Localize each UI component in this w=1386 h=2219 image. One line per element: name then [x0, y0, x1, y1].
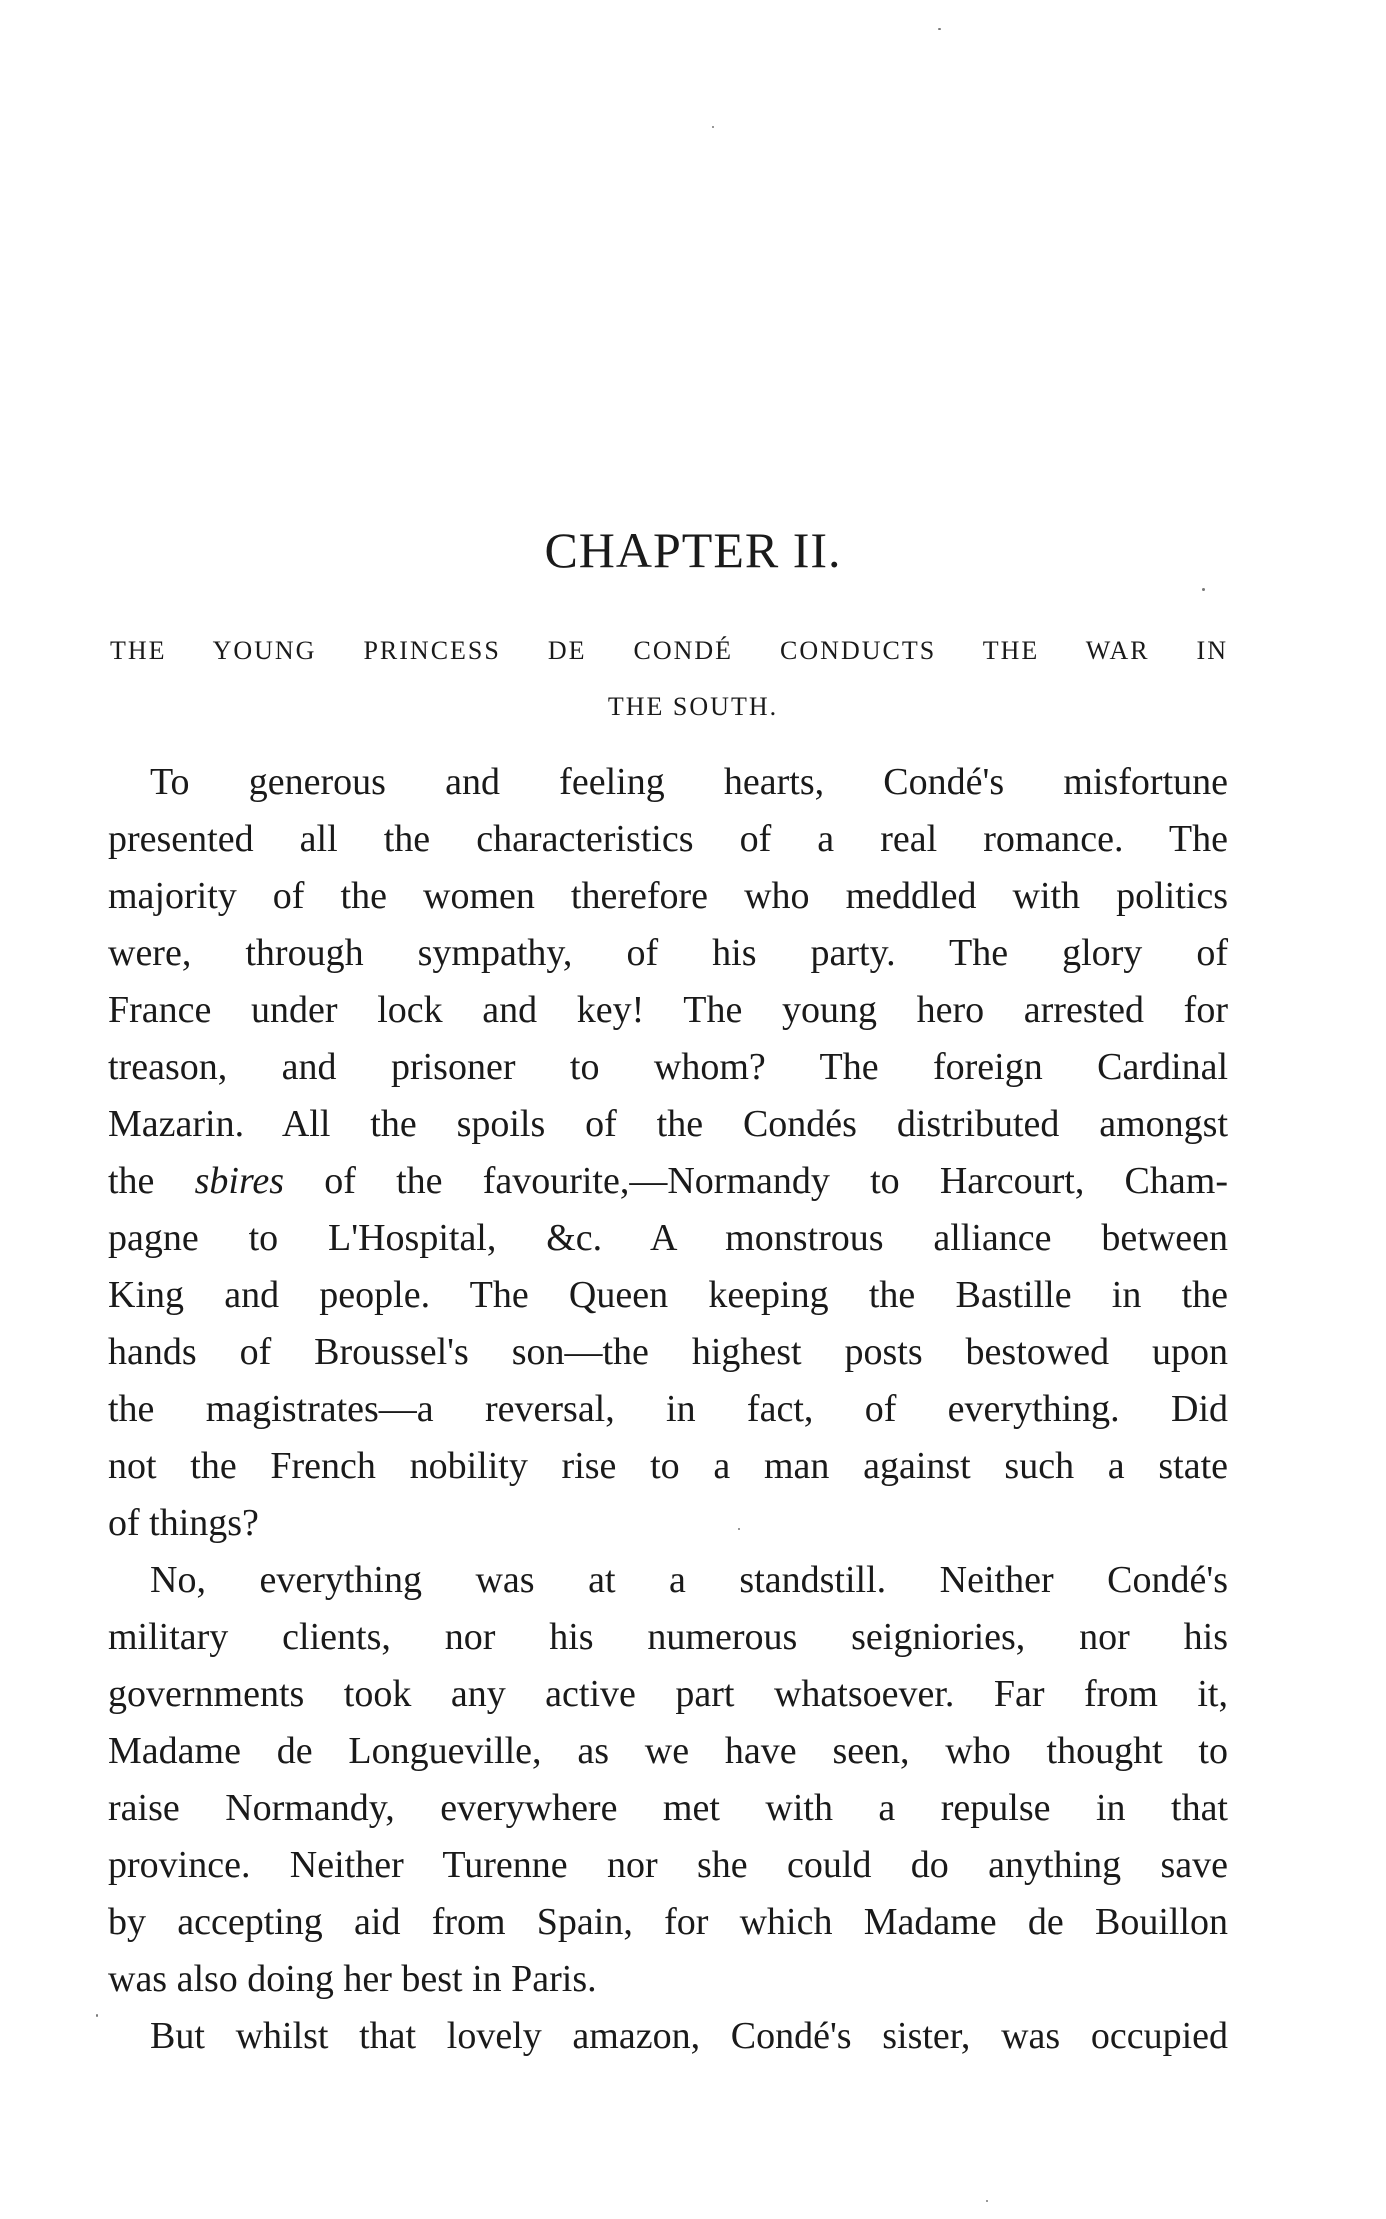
paper-speck — [1202, 588, 1205, 591]
text-line: Madame de Longueville, as we have seen, who thought to — [108, 1730, 1228, 1772]
text-line: hands of Broussel's son—the highest posts bestowed upon — [108, 1331, 1228, 1373]
italic-word: sbires — [194, 1160, 285, 1202]
text-line: majority of the women therefore who meddled with politics — [108, 875, 1228, 917]
paper-speck — [712, 126, 714, 128]
body-text — [108, 754, 1228, 2065]
text-line: No, everything was at a standstill. Neither Condé's — [150, 1559, 1228, 1601]
text-line: was also doing her best in Paris. — [108, 1958, 597, 2000]
text-line: province. Neither Turenne nor she could do anything save — [108, 1844, 1228, 1886]
text-line: the magistrates—a reversal, in fact, of everything. Did — [108, 1388, 1228, 1430]
text-line: treason, and prisoner to whom? The foreign Cardinal — [108, 1046, 1228, 1088]
text-line: of things? — [108, 1502, 259, 1544]
text-line: by accepting aid from Spain, for which Madame de Bouillon — [108, 1901, 1228, 1943]
chapter-title: CHAPTER II. — [544, 522, 842, 578]
text-line: Mazarin. All the spoils of the Condés distributed amongst — [108, 1103, 1228, 1145]
text-line: France under lock and key! The young hero arrested for — [108, 989, 1228, 1031]
chapter-subtitle-line-2: THE SOUTH. — [607, 692, 779, 721]
text-line: governments took any active part whatsoever. Far from it, — [108, 1673, 1228, 1715]
text-line: were, through sympathy, of his party. The glory of — [108, 932, 1228, 974]
text-line: pagne to L'Hospital, &c. A monstrous alliance between — [108, 1217, 1228, 1259]
text-line: To generous and feeling hearts, Condé's misfortune — [150, 761, 1228, 803]
paper-speck — [938, 28, 941, 30]
paper-speck — [96, 2014, 98, 2017]
text-line: presented all the characteristics of a real romance. The — [108, 818, 1228, 860]
chapter-subtitle-line-1: THE YOUNG PRINCESS DE CONDÉ CONDUCTS THE WAR IN — [110, 636, 1228, 665]
text-line: But whilst that lovely amazon, Condé's sister, was occupied — [150, 2015, 1228, 2057]
text-line: military clients, nor his numerous seigniories, nor his — [108, 1616, 1228, 1658]
text-line: not the French nobility rise to a man against such a state — [108, 1445, 1228, 1487]
paper-speck — [986, 2200, 988, 2202]
paper-speck — [738, 1528, 740, 1530]
text-line: raise Normandy, everywhere met with a repulse in that — [108, 1787, 1228, 1829]
text-line: the sbires of the favourite,—Normandy to Harcourt, Cham- — [108, 1160, 1228, 1202]
text-line: King and people. The Queen keeping the Bastille in the — [108, 1274, 1228, 1316]
